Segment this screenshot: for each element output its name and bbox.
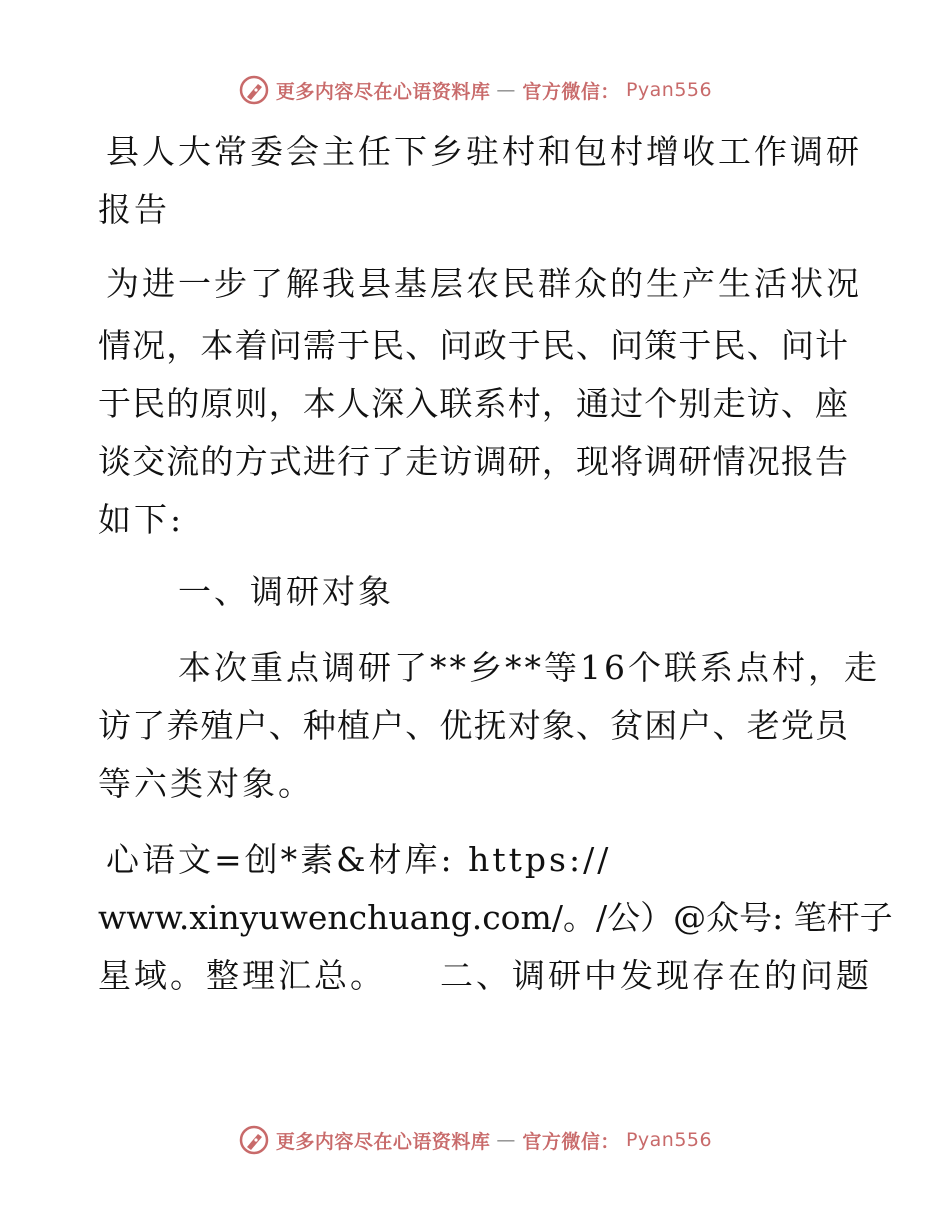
intro-line-3: 于民的原则，本人深入联系村，通过个别走访、座 — [98, 384, 848, 423]
pen-nib-logo-icon — [238, 74, 270, 106]
watermark-wechat-label: 官方微信： — [522, 80, 620, 103]
document-title-line-1: 县人大常委会主任下乡驻村和包村增收工作调研 — [106, 132, 862, 171]
header-watermark — [0, 74, 950, 106]
watermark-wechat-label: 官方微信： — [522, 1130, 620, 1153]
pen-nib-logo-icon — [238, 1124, 270, 1156]
intro-line-1: 为进一步了解我县基层农民群众的生产生活状况 — [106, 264, 862, 303]
footer-watermark — [0, 1124, 950, 1156]
source-note-line-1: 心语文=创*素&材库: https:// — [106, 840, 612, 879]
section-1-body-line-2: 访了养殖户、种植户、优抚对象、贫困户、老党员 — [98, 706, 848, 745]
source-note-line-2: www.xinyuwenchuang.com/。/公）@众号: 笔杆子 — [98, 898, 893, 937]
watermark-wechat-id: Pyan556 — [625, 79, 713, 101]
watermark-dash: — — [496, 79, 517, 101]
watermark-wechat-id: Pyan556 — [625, 1129, 713, 1151]
watermark-dash: — — [496, 1129, 517, 1151]
section-1-heading: 一、调研对象 — [178, 572, 394, 611]
section-1-body-line-3: 等六类对象。 — [98, 764, 314, 803]
section-2-heading: 二、调研中发现存在的问题 — [440, 956, 872, 995]
intro-line-4: 谈交流的方式进行了走访调研，现将调研情况报告 — [98, 442, 848, 481]
document-title-line-2: 报告 — [98, 190, 170, 229]
source-note-line-3a: 星域。整理汇总。 — [98, 956, 386, 995]
section-1-body-line-1: 本次重点调研了**乡**等16个联系点村，走 — [178, 648, 880, 687]
watermark-site-text: 更多内容尽在心语资料库 — [275, 80, 491, 103]
intro-line-5: 如下: — [98, 500, 185, 539]
intro-line-2: 情况，本着问需于民、问政于民、问策于民、问计 — [98, 326, 848, 365]
watermark-site-text: 更多内容尽在心语资料库 — [275, 1130, 491, 1153]
